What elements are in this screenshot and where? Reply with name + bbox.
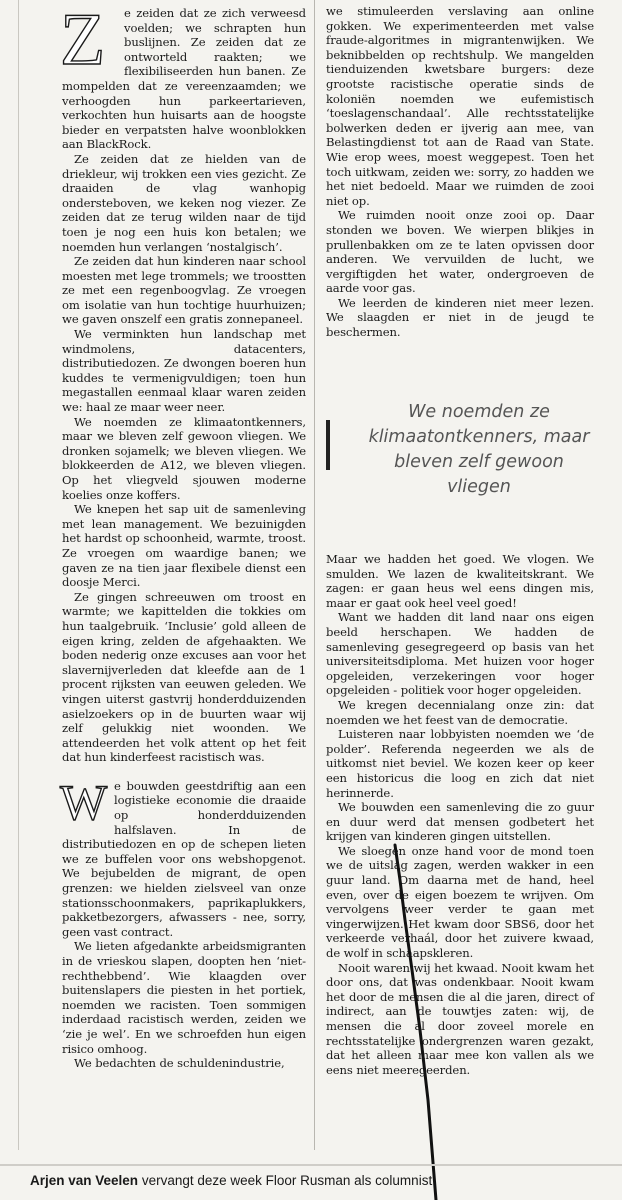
paragraph-text: We sloegen onze hand voor de mond toen we de uitslag zagen, werden wakker in een guur land. Om daarna met de hand, heel even, over de eigen boezem te wrijven. Om vervolgens weer verder te gaan met vingerwijzen. Het kwam door SBS6, door het verkeerde verhaál, door het zuivere kwaad, de wolf in schaapskleren. [326,843,594,961]
paragraph-text: We verminkten hun landschap met windmolens, datacenters, distributiedozen. Ze dwongen boeren hun kuddes te vermenigvuldigen; toen hun megastallen eenmaal klaar waren zeiden we: haal ze maar weer neer. [62,327,306,415]
paragraph-text: Want we hadden dit land naar ons eigen beeld herschapen. We hadden de samenleving gesegregeerd op basis van het universiteitsdiploma. Met huizen voor hoger opgeleiden, verzekeringen voor hoger opgeleiden - politiek voor hoger opgeleiden. [326,610,594,698]
paragraph-text: We noemden ze klimaatontkenners, maar we bleven zelf gewoon vliegen. We dronken sojamelk; we bleven vliegen. We blokkeerden de A12, we bleven vliegen. Op het vliegveld sjouwen moderne koelies onze koffers. [62,414,306,502]
paragraph-text: We knepen het sap uit de samenleving met lean management. We bezuinigden het hardst op schoonheid, warmte, troost. Ze vroegen om waardige banen; we gaven ze na tien jaar flexibele dienst een doosje Merci. [62,502,306,590]
paragraph-text: We kregen decennialang onze zin: dat noemden we het feest van de democratie. [326,697,594,727]
paragraph-text: Nooit waren wij het kwaad. Nooit kwam het door ons, dat was ondenkbaar. Nooit kwam het door de mensen die al die jaren, direct of indirect, aan de touwtjes zaten: wij, de mensen die al door zoveel morele en rechtsstatelijke ondergrenzen waren gezakt, dat het alleen maar mee kon vallen als we eens niet meeregeerden. [326,960,594,1077]
paragraph-text: We bedachten de schuldenindustrie, [74,1056,285,1071]
paragraph-text: We bouwden een samenleving die zo guur en duur werd dat mensen godbetert het krijgen van kinderen gingen uitstellen. [326,800,594,844]
paragraph-text: Luisteren naar lobbyisten noemden we ‘de polder’. Referenda negeerden we als de uitkomst niet beviel. We kozen keer op keer een historicus die loog en zich dat niet herinnerde. [326,727,594,800]
drop-cap: W [60,773,108,830]
author-name: Arjen van Veelen [30,1173,139,1188]
paragraph-text: Ze gingen schreeuwen om troost en warmte; we kapittelden die tokkies om hun taalgebruik. ‘Inclusie’ gold alleen de eigen kring, zelden de afgehaakten. We boden nederig onze excuses aan voor het slavernijverleden dat kleefde aan de 1 procent rijksten van eeuwen geleden. We vingen uiterst gastvrij honderdduizenden asielzoekers op in de buurten waar wij zelf gelukkig niet woonden. We attendeerden het volk attent op het feit dat hun kinderfeest racistisch was. [62,589,306,765]
author-note: vervangt deze week Floor Rusman als columnist [138,1173,433,1188]
paragraph-text: We leerden de kinderen niet meer lezen. We slaagden er niet in de jeugd te beschermen. [326,295,594,340]
paragraph-text: Ze zeiden dat hun kinderen naar school moesten met lege trommels; we troostten ze met een regenboogvlag. Ze vroegen om isolatie van hun tochtige huurhuizen; we gaven onszelf een gratis zonnepaneel. [62,254,306,327]
drop-cap: Z [60,0,106,81]
author-footer [30,1166,622,1200]
paragraph-text: Maar we hadden het goed. We vlogen. We smulden. We lazen de kwaliteitskrant. We zagen: er gaan heus wel eens dingen mis, maar er gaat ook heel veel goed! [326,552,594,610]
paragraph-text: e bouwden geestdriftig aan een logistieke economie die draaide op honderdduizenden halfslaven. In de distributiedozen en op de schepen lieten we ze buffelen voor ons webshopgenot. We bejubelden de migrant, de open grenzen: we hielden zielsveel van onze stationsschoonmakers, paprikaplukkers, pakketbezorgers, afwassers - nee, sorry, geen vast contract. [62,778,306,939]
paragraph-text: We lieten afgedankte arbeidsmigranten in de vrieskou slapen, doopten hen ‘niet-rechthebbend’. Wie klaagden over buitenslapers die piesten in het portiek, noemden we racisten. Toen sommigen inderdaad racistisch werden, zeiden we ‘zie je wel’. En we schroefden hun eigen risico omhoog. [62,939,306,1056]
paragraph-text: We ruimden nooit onze zooi op. Daar stonden we boven. We wierpen blikjes in prullenbakken om ze te laten opvissen door anderen. We vervuilden de lucht, we vergiftigden het water, ondergroeven de aarde voor gas. [326,208,594,296]
paragraph-text: Ze zeiden dat ze hielden van de driekleur, wij trokken een vies gezicht. Ze draaiden de vlag wanhopig ondersteboven, we keken nog viezer. Ze zeiden dat ze terug wilden naar de tijd toen je nog een huis kon betalen; we noemden hun verlangen ‘nostalgisch’. [62,151,306,254]
paragraph-text: e zeiden dat ze zich verweesd voelden; we schrapten hun buslijnen. Ze zeiden dat ze ontworteld raakten; we flexibiliseerden hun banen. Ze mompelden dat ze vereenzaamden; we verhoogden hun parkeertarieven, verkochten hun huisarts aan de hoogste bieder en verpatsten halve woonblokken aan BlackRock. [62,6,306,152]
paragraph-text: we stimuleerden verslaving aan online gokken. We experimenteerden met valse fraude-algoritmes in migrantenwijken. We beknibbelden op rechtshulp. We mangelden tienduizenden kwetsbare burgers: deze grootste racistische operatie sinds de koloniën noemden we eufemistisch ‘toeslagenschandaal’. Alle rechtsstatelijke bolwerken deden er ijverig aan mee, van Belastingdienst tot aan de Raad van State. Wie erop wees, moest weggepest. Toen het toch uitkwam, zeiden we: sorry, zo hadden we het niet bedoeld. Maar we ruimden de zooi niet op. [326,4,594,208]
pull-quote: We noemden ze klimaatontkenners, maar bleven zelf gewoon vliegen [368,402,590,497]
